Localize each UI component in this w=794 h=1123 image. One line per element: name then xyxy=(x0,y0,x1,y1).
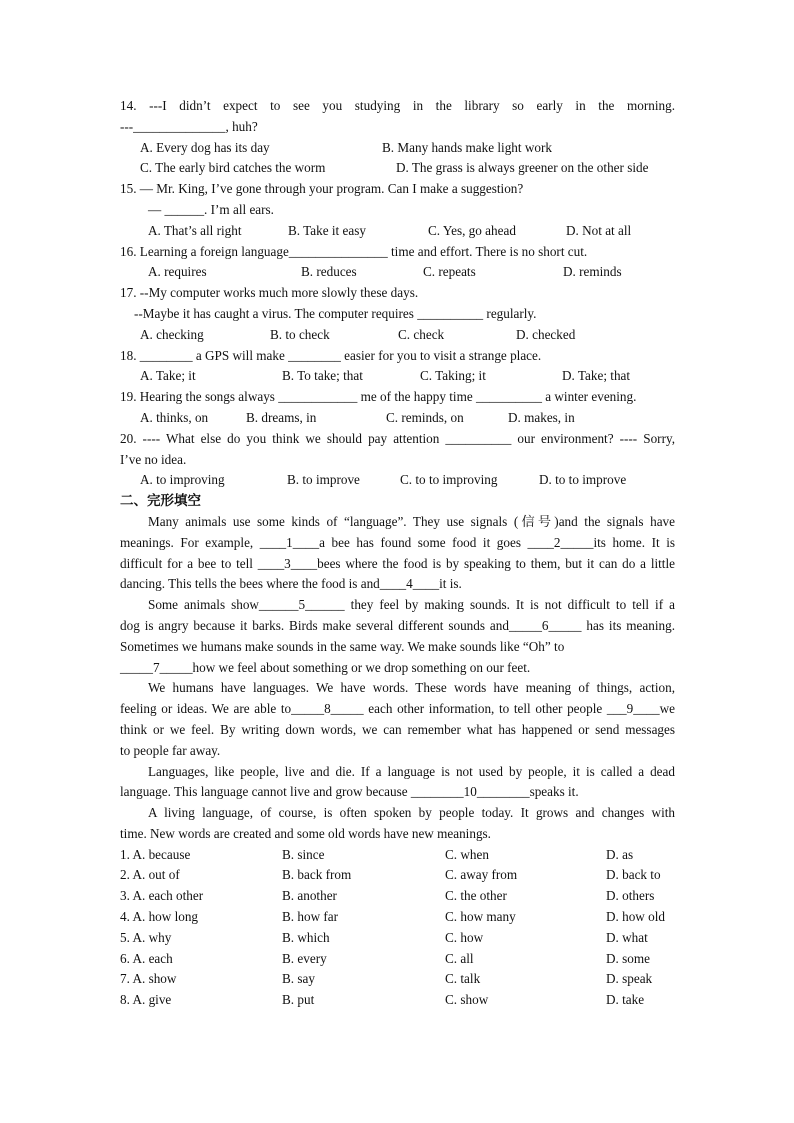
cloze-passage xyxy=(120,512,675,845)
cloze-option: 1. A. because xyxy=(120,846,191,862)
option-c: C. The early bird catches the worm xyxy=(140,160,326,176)
question-18 xyxy=(120,346,675,388)
cloze-option-row xyxy=(120,928,675,949)
option-c: C. Yes, go ahead xyxy=(428,222,516,238)
cloze-option: 8. A. give xyxy=(120,992,172,1008)
cloze-option: D. speak xyxy=(606,971,653,987)
option-c: C. check xyxy=(398,326,445,342)
passage-line: meanings. For example, ____1____a bee has found some food it goes ____2_____its home. It is xyxy=(120,534,675,550)
passage-line: feeling or ideas. We are able to_____8_____ each other information, to tell other people ___9____we xyxy=(120,701,675,717)
option-d: D. reminds xyxy=(563,264,622,280)
option-a: A. Every dog has its day xyxy=(140,139,270,155)
cloze-options xyxy=(120,845,675,1011)
cloze-option: C. all xyxy=(445,950,474,966)
question-stem: 20. ---- What else do you think we should pay attention __________ our environment? ---- Sorry, xyxy=(120,430,675,446)
paragraph xyxy=(120,678,675,761)
question-stem: ---______________, huh? xyxy=(120,118,258,134)
passage-line: dog is angry because it barks. Birds make several different sounds and_____6_____ has its meaning. xyxy=(120,617,675,633)
cloze-option: 7. A. show xyxy=(120,971,177,987)
cloze-option-row xyxy=(120,907,675,928)
option-d: D. Take; that xyxy=(562,368,631,384)
cloze-option: B. since xyxy=(282,846,325,862)
option-d: D. makes, in xyxy=(508,409,575,425)
cloze-option: 4. A. how long xyxy=(120,909,199,925)
option-c: C. repeats xyxy=(423,264,476,280)
option-c: C. reminds, on xyxy=(386,409,464,425)
question-20 xyxy=(120,429,675,491)
passage-line: A living language, of course, is often spoken by people today. It grows and changes with xyxy=(148,805,675,821)
option-b: B. dreams, in xyxy=(246,409,317,425)
question-stem: 15. — Mr. King, I’ve gone through your program. Can I make a suggestion? xyxy=(120,181,524,197)
passage-line: think or we feel. By writing down words, we can remember what has happened or send messages xyxy=(120,721,675,737)
option-a: A. thinks, on xyxy=(140,409,209,425)
passage-line: dancing. This tells the bees where the food is and____4____it is. xyxy=(120,576,462,592)
option-d: D. checked xyxy=(516,326,576,342)
question-stem: 17. --My computer works much more slowly these days. xyxy=(120,285,419,301)
section-title: 二、完形填空 xyxy=(120,493,201,510)
question-14 xyxy=(120,96,675,179)
passage-line: Many animals use some kinds of “language”. They use signals (信号)and the signals have xyxy=(148,513,675,529)
option-b: B. Take it easy xyxy=(288,222,366,238)
cloze-option: D. as xyxy=(606,846,634,862)
option-a: A. to improving xyxy=(140,472,225,488)
cloze-option: D. take xyxy=(606,992,645,1008)
question-stem: 14. ---I didn’t expect to see you studying in the library so early in the morning. xyxy=(120,98,675,113)
paragraph xyxy=(120,512,675,595)
passage-line: language. This language cannot live and grow because ________10________speaks it. xyxy=(120,784,579,800)
passage-line: difficult for a bee to tell ____3____bees where the food is by speaking to them, but it can do a little xyxy=(120,555,675,571)
cloze-option: C. away from xyxy=(445,867,518,883)
option-a: A. That’s all right xyxy=(148,222,242,238)
cloze-option: D. what xyxy=(606,929,648,945)
option-a: A. Take; it xyxy=(140,368,196,384)
passage-line: time. New words are created and some old words have new meanings. xyxy=(120,825,491,841)
option-b: B. Many hands make light work xyxy=(382,139,552,155)
cloze-option: 3. A. each other xyxy=(120,888,204,904)
passage-line: Sometimes we humans make sounds in the same way. We make sounds like “Oh” to xyxy=(120,638,565,654)
cloze-option: C. how xyxy=(445,929,484,945)
question-16 xyxy=(120,242,675,284)
cloze-option: D. how old xyxy=(606,909,665,925)
paragraph xyxy=(120,803,675,845)
worksheet-page xyxy=(120,96,675,1011)
cloze-option-row xyxy=(120,865,675,886)
cloze-option: B. put xyxy=(282,992,315,1008)
cloze-option: B. say xyxy=(282,971,315,987)
option-b: B. To take; that xyxy=(282,368,363,384)
question-stem: — ______. I’m all ears. xyxy=(148,201,274,217)
paragraph xyxy=(120,762,675,804)
option-a: A. checking xyxy=(140,326,204,342)
question-17 xyxy=(120,283,675,345)
option-a: A. requires xyxy=(148,264,207,280)
passage-line: Languages, like people, live and die. If a language is not used by people, it is called a dead xyxy=(148,763,675,779)
option-b: B. to check xyxy=(270,326,330,342)
cloze-option: C. show xyxy=(445,992,489,1008)
cloze-option: C. when xyxy=(445,846,489,862)
cloze-option-row xyxy=(120,845,675,866)
cloze-option-row xyxy=(120,949,675,970)
cloze-option: 2. A. out of xyxy=(120,867,180,883)
cloze-option-row xyxy=(120,969,675,990)
passage-line: Some animals show______5______ they feel by making sounds. It is not difficult to tell if a xyxy=(148,597,675,613)
option-d: D. The grass is always greener on the other side xyxy=(396,160,649,176)
cloze-option: C. talk xyxy=(445,971,481,987)
paragraph xyxy=(120,595,675,678)
question-stem: I’ve no idea. xyxy=(120,451,187,467)
question-stem: 19. Hearing the songs always ____________ me of the happy time __________ a winter evening. xyxy=(120,389,637,405)
passage-line: _____7_____how we feel about something or we drop something on our feet. xyxy=(120,659,531,675)
cloze-option-row xyxy=(120,990,675,1011)
option-d: D. to to improve xyxy=(539,472,627,488)
question-stem: 18. ________ a GPS will make ________ easier for you to visit a strange place. xyxy=(120,347,542,363)
cloze-option: C. the other xyxy=(445,888,507,904)
question-15 xyxy=(120,179,675,241)
cloze-option: B. another xyxy=(282,888,337,904)
cloze-option: 5. A. why xyxy=(120,929,172,945)
option-d: D. Not at all xyxy=(566,222,632,238)
option-c: C. Taking; it xyxy=(420,368,486,384)
option-b: B. reduces xyxy=(301,264,357,280)
option-b: B. to improve xyxy=(287,472,360,488)
cloze-option: D. others xyxy=(606,888,655,904)
cloze-option: D. back to xyxy=(606,867,661,883)
cloze-option-row xyxy=(120,886,675,907)
passage-line: We humans have languages. We have words. These words have meaning of things, action, xyxy=(148,680,675,696)
cloze-option: D. some xyxy=(606,950,650,966)
cloze-option: B. which xyxy=(282,929,330,945)
option-c: C. to to improving xyxy=(400,472,498,488)
question-stem: --Maybe it has caught a virus. The computer requires __________ regularly. xyxy=(134,305,537,321)
question-19 xyxy=(120,387,675,429)
cloze-option: C. how many xyxy=(445,909,516,925)
cloze-option: B. back from xyxy=(282,867,352,883)
question-stem: 16. Learning a foreign language_______________ time and effort. There is no short cut. xyxy=(120,243,588,259)
passage-line: to people far away. xyxy=(120,742,221,758)
cloze-option: B. how far xyxy=(282,909,339,925)
cloze-option: B. every xyxy=(282,950,327,966)
cloze-option: 6. A. each xyxy=(120,950,173,966)
